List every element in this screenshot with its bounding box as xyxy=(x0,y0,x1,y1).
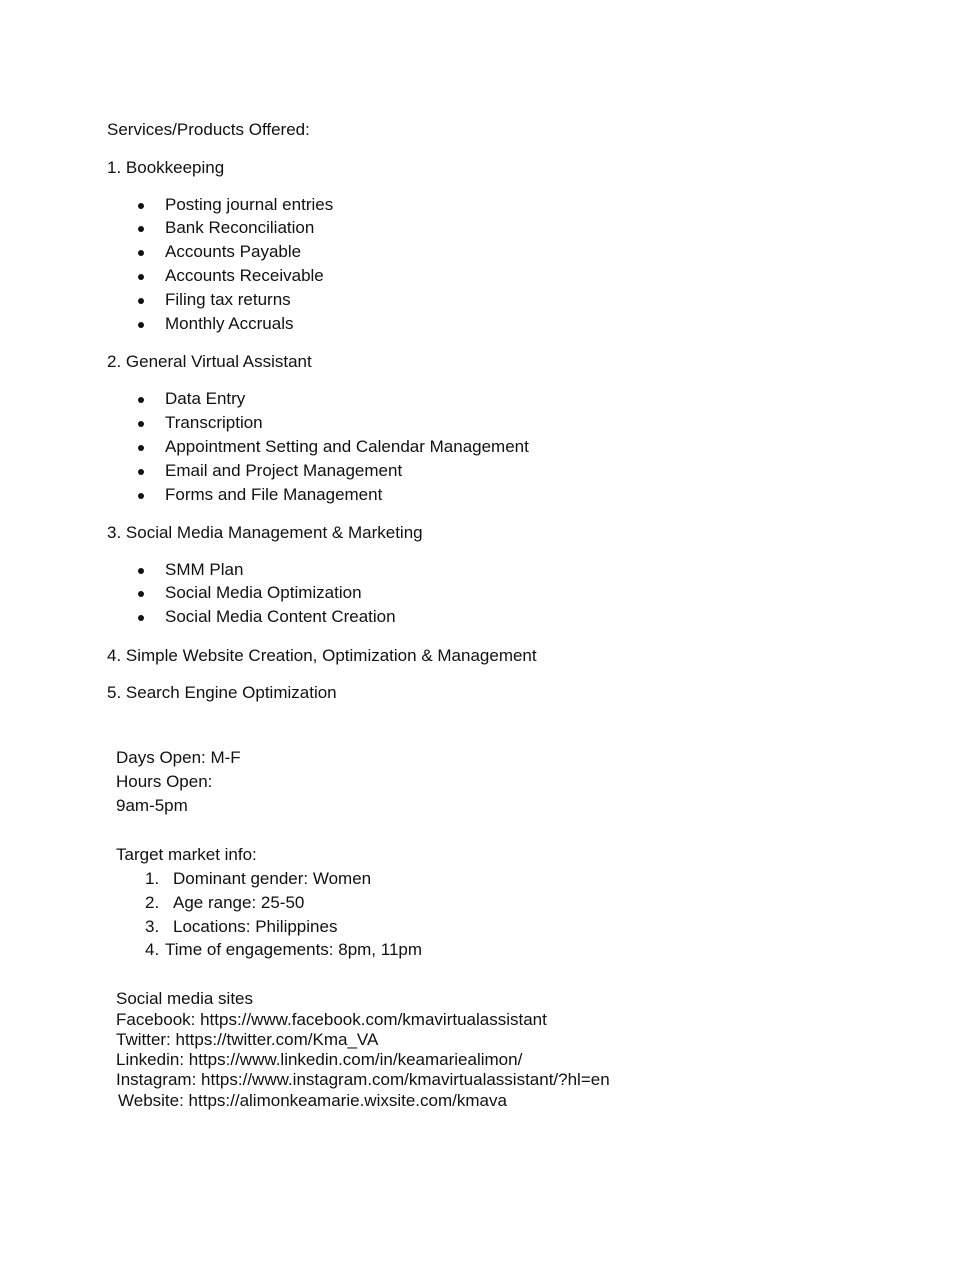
bullet-icon xyxy=(138,322,144,328)
days-open: Days Open: M-F xyxy=(116,748,241,767)
bullet-icon xyxy=(138,493,144,499)
list-item: 2. Age range: 25-50 xyxy=(145,893,305,912)
service-title-bookkeeping: 1. Bookkeeping xyxy=(107,158,225,177)
instagram-link[interactable]: Instagram: https://www.instagram.com/kmavirtualassistant/?hl=en xyxy=(116,1070,610,1089)
service-title-social-media: 3. Social Media Management & Marketing xyxy=(107,523,423,542)
list-item: 3. Locations: Philippines xyxy=(145,917,338,936)
target-market-label: Target market info: xyxy=(116,845,257,864)
service-title-seo: 5. Search Engine Optimization xyxy=(107,683,337,702)
hours-open-value: 9am-5pm xyxy=(116,796,188,815)
bullet-icon xyxy=(138,226,144,232)
facebook-link[interactable]: Facebook: https://www.facebook.com/kmavirtualassistant xyxy=(116,1010,547,1029)
bullet-icon xyxy=(138,445,144,451)
bullet-icon xyxy=(138,274,144,280)
website-link[interactable]: Website: https://alimonkeamarie.wixsite.com/kmava xyxy=(118,1091,507,1110)
hours-open-label: Hours Open: xyxy=(116,772,213,791)
bullet-icon xyxy=(138,469,144,475)
bullet-icon xyxy=(138,250,144,256)
bullet-icon xyxy=(138,298,144,304)
service-title-website: 4. Simple Website Creation, Optimization & Management xyxy=(107,646,537,665)
bullet-icon xyxy=(138,591,144,597)
linkedin-link[interactable]: Linkedin: https://www.linkedin.com/in/keamariealimon/ xyxy=(116,1050,523,1069)
bullet-icon xyxy=(138,203,144,209)
social-media-label: Social media sites xyxy=(116,989,254,1008)
service-title-virtual-assistant: 2. General Virtual Assistant xyxy=(107,352,312,371)
list-item: 1. Dominant gender: Women xyxy=(145,869,372,888)
bullet-icon xyxy=(138,615,144,621)
twitter-link[interactable]: Twitter: https://twitter.com/Kma_VA xyxy=(116,1030,379,1049)
page-heading: Services/Products Offered: xyxy=(107,120,310,139)
list-item: 4. Time of engagements: 8pm, 11pm xyxy=(145,940,423,959)
bullet-icon xyxy=(138,421,144,427)
bullet-icon xyxy=(138,568,144,574)
bullet-icon xyxy=(138,397,144,403)
